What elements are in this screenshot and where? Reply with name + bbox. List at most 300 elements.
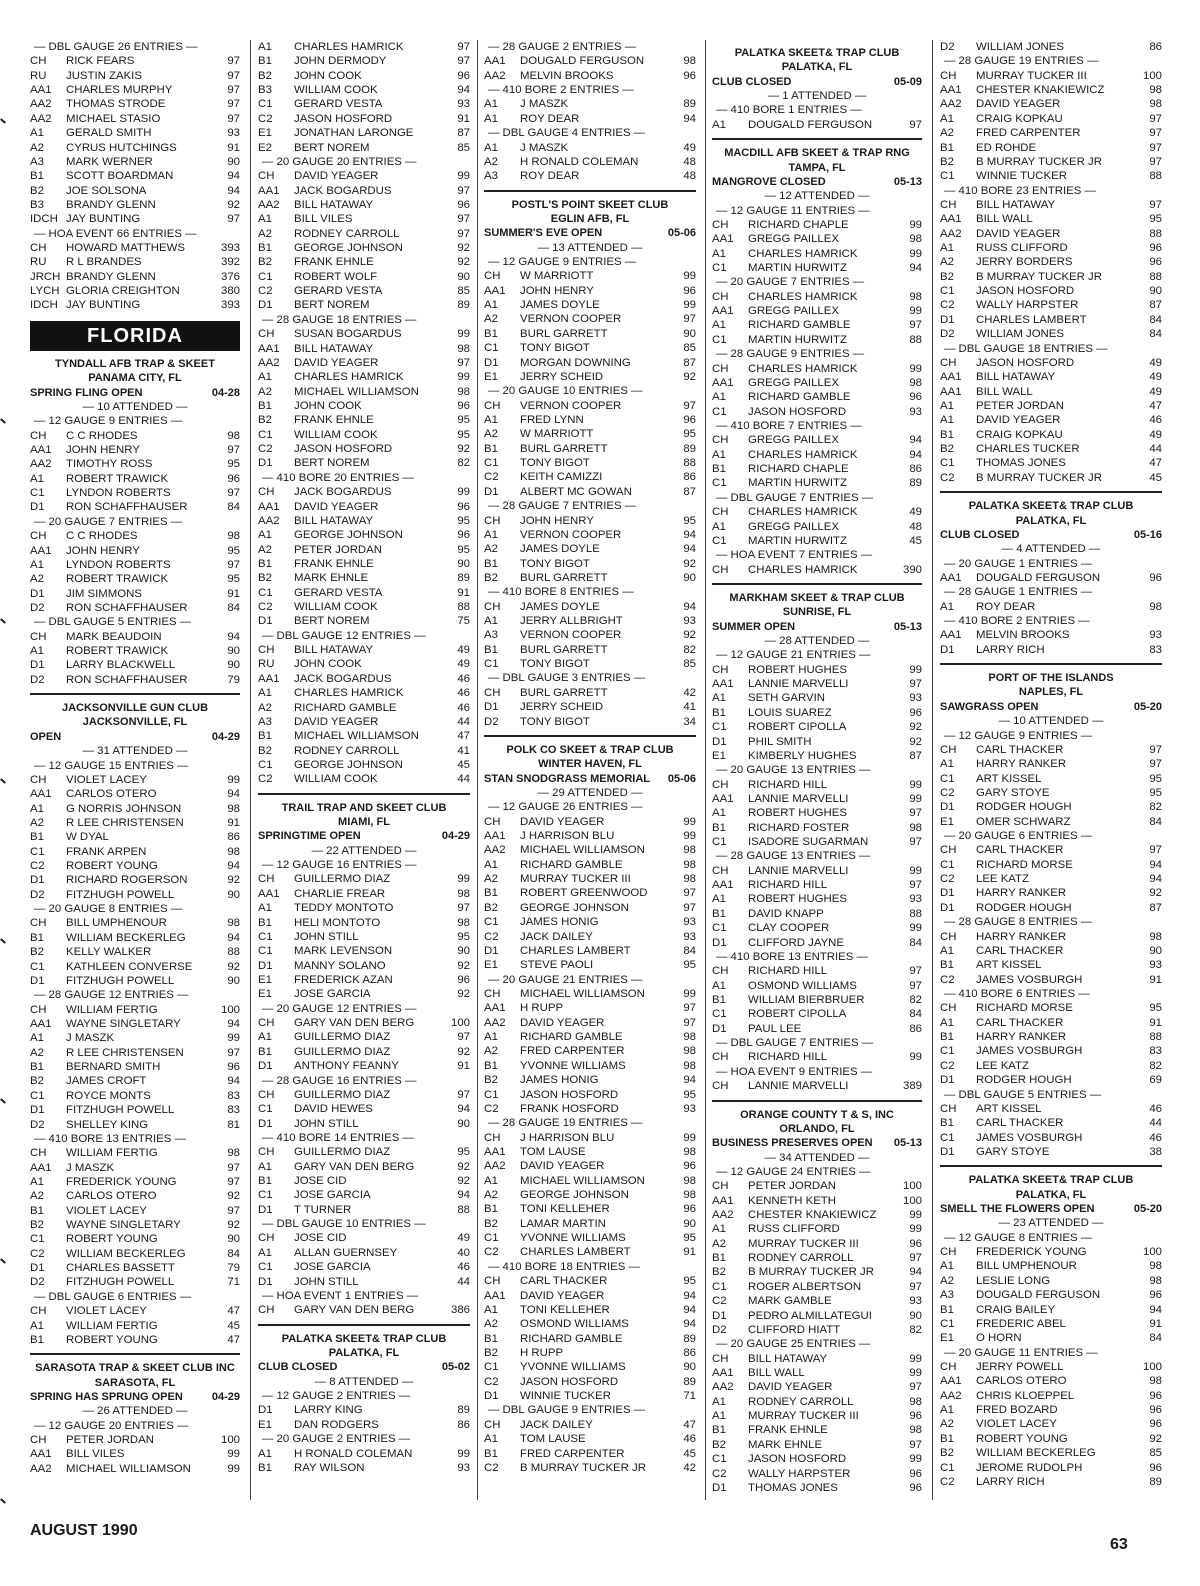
score: 83 (1149, 643, 1162, 656)
result-row (940, 141, 1162, 155)
score: 99 (909, 218, 922, 231)
shooter-name: JOSE GARCIA (294, 1189, 371, 1202)
class-code: A1 (30, 1319, 44, 1332)
class-code: B1 (30, 1333, 44, 1346)
score: 92 (457, 443, 470, 456)
club-location: PALATKA, FL (328, 1346, 400, 1359)
class-code: B1 (258, 1175, 272, 1188)
score: 84 (909, 1008, 922, 1021)
score: 49 (457, 644, 470, 657)
score: 98 (1149, 84, 1162, 97)
class-code: D1 (484, 944, 499, 957)
score: 96 (683, 1203, 696, 1216)
class-code: A1 (712, 520, 726, 533)
class-code: AA1 (712, 1366, 734, 1379)
class-code: A1 (712, 448, 726, 461)
shooter-name: JASON HOSFORD (294, 443, 393, 456)
class-code: D2 (30, 1118, 45, 1131)
score: 94 (457, 1189, 470, 1202)
score: 83 (1149, 1045, 1162, 1058)
result-row (30, 83, 240, 97)
shooter-name: RODNEY CARROLL (748, 1395, 854, 1408)
shooter-name: BURL GARRETT (520, 686, 608, 699)
shooter-name: GARY VAN DEN BERG (294, 1017, 415, 1030)
shooter-name: FREDERICK YOUNG (66, 1175, 177, 1188)
score: 92 (457, 959, 470, 972)
result-row (712, 749, 922, 763)
class-code: CH (712, 1180, 729, 1193)
shooter-name: CLAY COOPER (748, 922, 830, 935)
class-code: C1 (712, 721, 727, 734)
result-row (258, 456, 470, 470)
shooter-name: B MURRAY TUCKER JR (976, 270, 1102, 283)
class-code: A1 (484, 299, 498, 312)
score: 41 (683, 701, 696, 714)
result-row (30, 443, 240, 457)
result-row (712, 505, 922, 519)
result-row (712, 1467, 922, 1481)
score: 87 (457, 127, 470, 140)
shooter-name: BERT NOREM (294, 141, 370, 154)
shooter-name: LEE KATZ (976, 873, 1029, 886)
class-code: CH (30, 429, 47, 442)
score: 97 (909, 319, 922, 332)
shooter-name: CHARLES BASSETT (66, 1262, 175, 1275)
shooter-name: JASON HOSFORD (294, 112, 393, 125)
score: 85 (457, 285, 470, 298)
shooter-name: MURRAY TUCKER III (520, 873, 631, 886)
result-row (484, 958, 696, 972)
club-name: MACDILL AFB SKEET & TRAP RNG (724, 147, 910, 160)
result-row (30, 673, 240, 687)
class-code: CH (30, 530, 47, 543)
shooter-name: RODNEY CARROLL (748, 1252, 854, 1265)
shoot-title (940, 1202, 1162, 1216)
result-row (30, 284, 240, 298)
result-row (940, 1259, 1162, 1273)
result-row (940, 757, 1162, 771)
shoot-title (712, 1136, 922, 1150)
class-code: A1 (30, 472, 44, 485)
shoot-title (940, 700, 1162, 714)
result-row (484, 514, 696, 528)
score: 92 (909, 735, 922, 748)
shooter-name: LOUIS SUAREZ (748, 706, 832, 719)
shooter-name: JOSE CID (294, 1175, 347, 1188)
shoot-title (712, 75, 922, 89)
class-code: B1 (940, 1031, 954, 1044)
result-row (712, 778, 922, 792)
shooter-name: JOHN DERMODY (294, 55, 387, 68)
result-row (940, 155, 1162, 169)
score: 49 (1149, 371, 1162, 384)
score: 89 (909, 477, 922, 490)
class-code: C2 (940, 873, 955, 886)
class-code: C2 (484, 930, 499, 943)
result-row (30, 1232, 240, 1246)
class-code: A1 (258, 902, 272, 915)
shoot-date: 04-29 (441, 830, 470, 843)
result-row (712, 892, 922, 906)
class-code: C1 (712, 1453, 727, 1466)
shooter-name: CHARLES HAMRICK (748, 247, 858, 260)
score: 95 (1149, 213, 1162, 226)
class-code: A2 (484, 1318, 498, 1331)
shooter-name: FREDERIC ABEL (976, 1317, 1066, 1330)
class-code: A1 (940, 758, 954, 771)
score: 93 (1149, 959, 1162, 972)
score: 90 (1149, 285, 1162, 298)
score: 97 (1149, 141, 1162, 154)
club-name: POLK CO SKEET & TRAP CLUB (506, 743, 674, 756)
class-code: CH (940, 69, 957, 82)
score: 94 (227, 860, 240, 873)
score: 92 (457, 1045, 470, 1058)
shooter-name: BILL HATAWAY (294, 342, 374, 355)
result-row (484, 858, 696, 872)
shooter-name: WILLIAM JONES (976, 41, 1064, 53)
result-row (712, 979, 922, 993)
result-row (258, 600, 470, 614)
result-row (712, 1452, 922, 1466)
class-code: A1 (712, 1223, 726, 1236)
shooter-name: JAMES DOYLE (520, 299, 600, 312)
event-header: — DBL GAUGE 12 ENTRIES — (262, 629, 426, 642)
shooter-name: R L BRANDES (66, 256, 142, 269)
shooter-name: PEDRO ALMILLATEGUI (748, 1309, 872, 1322)
result-row (258, 255, 470, 269)
result-row (30, 529, 240, 543)
score: 100 (450, 1017, 470, 1030)
shoot-title (30, 1390, 240, 1404)
result-row (258, 1145, 470, 1159)
class-code: A1 (940, 1260, 954, 1273)
event-header: — 20 GAUGE 8 ENTRIES — (34, 903, 183, 916)
result-row (712, 232, 922, 246)
shooter-name: W MARRIOTT (520, 428, 594, 441)
class-code: B1 (712, 1252, 726, 1265)
result-row (940, 1403, 1162, 1417)
result-row (940, 1059, 1162, 1073)
result-row (258, 1461, 470, 1475)
result-row (30, 270, 240, 284)
score: 47 (227, 1305, 240, 1318)
score: 99 (909, 922, 922, 935)
result-row (30, 558, 240, 572)
result-row (940, 1001, 1162, 1015)
result-row (258, 485, 470, 499)
section-divider (30, 693, 240, 695)
score: 97 (227, 1175, 240, 1188)
score: 98 (683, 1059, 696, 1072)
class-code: A2 (940, 1274, 954, 1287)
result-row (940, 298, 1162, 312)
event-header: — 410 BORE 14 ENTRIES — (262, 1131, 414, 1144)
event-header: — 12 GAUGE 20 ENTRIES — (34, 1419, 189, 1432)
event-header: — 28 GAUGE 19 ENTRIES — (488, 1117, 643, 1130)
result-row (712, 1423, 922, 1437)
result-row (712, 806, 922, 820)
result-row (30, 1031, 240, 1045)
score: 99 (227, 1448, 240, 1461)
shooter-name: ALBERT MC GOWAN (520, 485, 632, 498)
attendance: — 28 ATTENDED — (764, 635, 870, 648)
shoot-date: 05-13 (893, 1137, 922, 1150)
class-code: C1 (712, 1280, 727, 1293)
shooter-name: FITZHUGH POWELL (66, 1276, 175, 1289)
result-row (30, 960, 240, 974)
shooter-name: TIMOTHY ROSS (66, 458, 153, 471)
class-code: A2 (940, 256, 954, 269)
score: 97 (227, 1046, 240, 1059)
shooter-name: BILL HATAWAY (294, 198, 374, 211)
class-code: CH (30, 773, 47, 786)
shooter-name: ROBERT HUGHES (748, 807, 847, 820)
event-header: — HOA EVENT 66 ENTRIES — (34, 227, 197, 240)
result-row (30, 816, 240, 830)
class-code: C1 (258, 98, 273, 111)
attendance: — 13 ATTENDED — (537, 241, 643, 254)
score: 47 (683, 1418, 696, 1431)
score: 46 (457, 1261, 470, 1274)
event-header: — 410 BORE 7 ENTRIES — (716, 419, 862, 432)
score: 98 (457, 887, 470, 900)
score: 90 (457, 1117, 470, 1130)
shooter-name: CLIFFORD HIATT (748, 1323, 841, 1336)
result-row (30, 1218, 240, 1232)
score: 94 (683, 600, 696, 613)
score: 95 (457, 428, 470, 441)
attendance: — 23 ATTENDED — (998, 1217, 1104, 1230)
shooter-name: PHIL SMITH (748, 735, 812, 748)
class-code: A1 (484, 1174, 498, 1187)
shooter-name: FRANK ARPEN (66, 845, 147, 858)
class-code: D2 (940, 41, 955, 53)
class-code: AA1 (484, 1002, 506, 1015)
score: 90 (227, 888, 240, 901)
score: 94 (909, 448, 922, 461)
class-code: B2 (484, 1074, 498, 1087)
result-row (940, 643, 1162, 657)
shooter-name: O HORN (976, 1332, 1022, 1345)
class-code: B2 (258, 69, 272, 82)
score: 92 (227, 1219, 240, 1232)
score: 96 (1149, 1389, 1162, 1402)
class-code: D1 (30, 1104, 45, 1117)
shooter-name: DAVID YEAGER (520, 1160, 605, 1173)
score: 49 (1149, 385, 1162, 398)
shoot-name: SUMMER OPEN (712, 620, 796, 633)
class-code: B1 (484, 1059, 498, 1072)
class-code: CH (258, 1232, 275, 1245)
score: 99 (909, 778, 922, 791)
score: 97 (909, 836, 922, 849)
shoot-name: SPRING FLING OPEN (30, 386, 143, 399)
score: 98 (683, 1145, 696, 1158)
shooter-name: MARTIN HURWITZ (748, 534, 847, 547)
class-code: C1 (484, 457, 499, 470)
class-code: D1 (258, 1203, 273, 1216)
shooter-name: ART KISSEL (976, 959, 1042, 972)
shooter-name: FRED CARPENTER (976, 127, 1081, 140)
shooter-name: J HARRISON BLU (520, 1131, 615, 1144)
shooter-name: CARLOS OTERO (66, 1190, 157, 1203)
result-row (940, 442, 1162, 456)
result-row (258, 1045, 470, 1059)
score: 84 (1149, 328, 1162, 341)
result-row (258, 1403, 470, 1417)
shooter-name: THOMAS JONES (748, 1481, 838, 1494)
shoot-name: BUSINESS PRESERVES OPEN (712, 1137, 873, 1150)
score: 97 (457, 902, 470, 915)
score: 42 (683, 1461, 696, 1474)
class-code: AA1 (30, 1161, 52, 1174)
class-code: AA1 (484, 1145, 506, 1158)
score: 100 (220, 1434, 240, 1447)
shooter-name: LYNDON ROBERTS (66, 487, 171, 500)
shooter-name: TONI KELLEHER (520, 1303, 610, 1316)
result-row (484, 1030, 696, 1044)
shooter-name: JAMES HONIG (520, 916, 599, 929)
shooter-name: MARK GAMBLE (748, 1295, 832, 1308)
shooter-name: CHARLES HAMRICK (748, 506, 858, 519)
shooter-name: CHARLES LAMBERT (520, 1246, 631, 1259)
class-code: E1 (940, 815, 954, 828)
class-code: B3 (30, 198, 44, 211)
shooter-name: J MASZK (66, 1161, 115, 1174)
score: 376 (220, 270, 240, 283)
score: 90 (457, 945, 470, 958)
score: 97 (457, 1088, 470, 1101)
result-row (940, 571, 1162, 585)
class-code: D1 (30, 874, 45, 887)
shooter-name: LANNIE MARVELLI (748, 1080, 849, 1093)
score: 100 (1142, 1360, 1162, 1373)
score: 99 (683, 1131, 696, 1144)
score: 97 (909, 118, 922, 131)
class-code: CH (258, 1088, 275, 1101)
class-code: C2 (484, 1375, 499, 1388)
score: 97 (1149, 844, 1162, 857)
shooter-name: FITZHUGH POWELL (66, 1104, 175, 1117)
result-row (30, 845, 240, 859)
shooter-name: JOHN STILL (294, 930, 359, 943)
score: 390 (902, 563, 922, 576)
shooter-name: J HARRISON BLU (520, 830, 615, 843)
shooter-name: JAY BUNTING (66, 213, 141, 226)
shooter-name: DAVID YEAGER (748, 1381, 833, 1394)
class-code: AA2 (484, 1160, 506, 1173)
result-row (258, 1102, 470, 1116)
shooter-name: WAYNE SINGLETARY (66, 1018, 181, 1030)
score: 100 (902, 1194, 922, 1207)
score: 44 (1149, 1117, 1162, 1130)
class-code: A2 (484, 428, 498, 441)
class-code: AA1 (940, 571, 962, 584)
shooter-name: FRED LYNN (520, 413, 584, 426)
shooter-name: ROY DEAR (520, 112, 580, 125)
class-code: B1 (258, 1461, 272, 1474)
score: 82 (909, 1323, 922, 1336)
score: 49 (909, 506, 922, 519)
class-code: B2 (484, 901, 498, 914)
class-code: D1 (30, 659, 45, 672)
shooter-name: JUSTIN ZAKIS (66, 69, 142, 82)
score: 96 (457, 399, 470, 412)
result-row (940, 126, 1162, 140)
score: 99 (457, 1447, 470, 1460)
result-row (258, 758, 470, 772)
class-code: A3 (30, 155, 44, 168)
shooter-name: LARRY BLACKWELL (66, 659, 176, 672)
shooter-name: RICHARD MORSE (976, 1002, 1073, 1015)
result-row (712, 907, 922, 921)
result-row (30, 859, 240, 873)
result-row (484, 269, 696, 283)
class-code: E1 (484, 959, 498, 972)
class-code: A1 (258, 1246, 272, 1259)
class-code: C1 (712, 534, 727, 547)
column-divider (477, 40, 478, 1500)
result-row (258, 112, 470, 126)
score: 92 (683, 629, 696, 642)
result-row (30, 1304, 240, 1318)
score: 97 (227, 112, 240, 125)
shooter-name: MARK BEAUDOIN (66, 630, 162, 643)
section-divider (940, 491, 1162, 493)
class-code: AA2 (940, 227, 962, 240)
class-code: CH (484, 815, 501, 828)
class-code: CH (484, 686, 501, 699)
result-row (484, 427, 696, 441)
shooter-name: WINNIE TUCKER (520, 1390, 611, 1403)
class-code: B1 (484, 327, 498, 340)
score: 96 (457, 529, 470, 542)
club-location: PALATKA, FL (781, 61, 853, 74)
class-code: AA1 (30, 788, 52, 801)
shooter-name: GEORGE JOHNSON (520, 901, 629, 914)
result-row (258, 1447, 470, 1461)
score: 93 (457, 98, 470, 111)
class-code: A1 (484, 112, 498, 125)
shooter-name: ART KISSEL (976, 772, 1042, 785)
shooter-name: FRED BOZARD (976, 1404, 1058, 1417)
class-code: D1 (940, 1074, 955, 1087)
score: 84 (227, 601, 240, 614)
class-code: AA2 (484, 69, 506, 82)
result-row (484, 614, 696, 628)
class-code: B1 (258, 916, 272, 929)
result-row (258, 657, 470, 671)
score: 98 (909, 290, 922, 303)
shooter-name: GARY VAN DEN BERG (294, 1304, 415, 1317)
shooter-name: VIOLET LACEY (66, 773, 147, 786)
shooter-name: CHARLES HAMRICK (294, 41, 404, 53)
score: 96 (1149, 1418, 1162, 1431)
score: 79 (227, 673, 240, 686)
score: 85 (683, 342, 696, 355)
score: 89 (457, 299, 470, 312)
class-code: A1 (940, 600, 954, 613)
result-row (484, 442, 696, 456)
shooter-name: GREGG PAILLEX (748, 520, 839, 533)
score: 99 (683, 299, 696, 312)
shoot-title (712, 620, 922, 634)
event-header: — DBL GAUGE 6 ENTRIES — (34, 1290, 192, 1303)
shooter-name: GERARD VESTA (294, 586, 383, 599)
event-header: — DBL GAUGE 7 ENTRIES — (716, 491, 874, 504)
shooter-name: RUSS CLIFFORD (976, 242, 1068, 255)
